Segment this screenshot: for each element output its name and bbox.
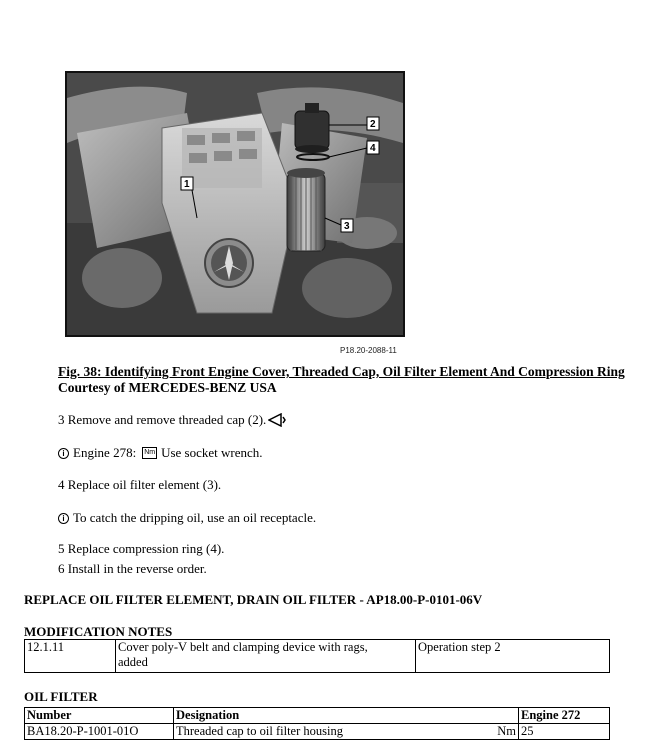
mod-note [116,640,416,673]
oil-filter-title: OIL FILTER [24,689,98,704]
step-oil-note [58,510,316,526]
callout-3: 3 [344,221,350,232]
info-circle-icon: i [58,448,69,459]
section-title: REPLACE OIL FILTER ELEMENT, DRAIN OIL FILTER - AP18.00-P-0101-06V [24,592,483,607]
step-text: To catch the dripping oil, use an oil receptacle. [73,510,317,525]
info-circle-icon: i [58,513,69,524]
filter-unit: Nm [497,724,516,738]
step-3 [58,412,286,428]
step-text: 4 Replace oil filter element (3). [58,477,222,492]
step-5 [58,541,224,557]
callout-2: 2 [370,119,376,130]
oil-filter-table [24,707,610,740]
step-text: 5 Replace compression ring (4). [58,541,225,556]
filter-number: BA18.20-P-1001-01O [25,724,174,740]
figure-courtesy: Courtesy of MERCEDES-BENZ USA [58,380,277,395]
filter-designation [174,724,519,740]
arrow-left-icon [268,413,286,427]
table-row [25,724,610,740]
mod-date: 12.1.11 [25,640,116,673]
step-prefix: Engine 278: [73,445,137,460]
mod-note-line2: added [118,655,148,669]
step-engine-note [58,445,263,461]
col-engine: Engine 272 [519,708,610,724]
col-number: Number [25,708,174,724]
step-6 [58,561,207,577]
engine-illustration [67,73,403,335]
torque-icon: Nm [142,447,157,459]
col-designation: Designation [174,708,519,724]
table-row [25,640,610,673]
figure-code: P18.20-2088-11 [340,346,397,355]
step-4 [58,477,221,493]
modification-notes-title: MODIFICATION NOTES [24,624,173,639]
step-text: 3 Remove and remove threaded cap (2). [58,412,267,427]
mod-note-line1: Cover poly-V belt and clamping device with rags, [118,640,368,654]
step-text: Use socket wrench. [161,445,263,460]
callout-1: 1 [184,179,190,190]
modification-notes-table [24,639,610,673]
step-text: 6 Install in the reverse order. [58,561,207,576]
table-header-row [25,708,610,724]
callout-4: 4 [370,143,376,154]
figure-caption: Fig. 38: Identifying Front Engine Cover, Threaded Cap, Oil Filter Element And Compression Ring [58,364,625,379]
filter-designation-text: Threaded cap to oil filter housing [176,724,343,738]
engine-photo [65,71,405,337]
mod-ref: Operation step 2 [416,640,610,673]
filter-value: 25 [519,724,610,740]
